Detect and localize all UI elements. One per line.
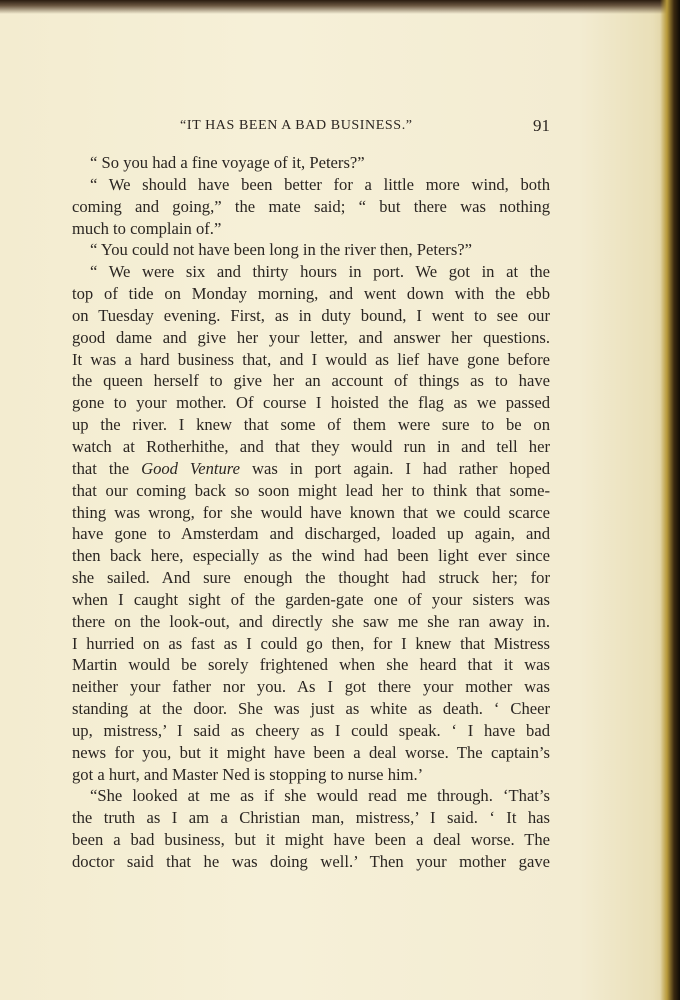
text-line: Martin would be sorely frightened when she heard that it was — [72, 655, 550, 675]
text-line: gone to your mother. Of course I hoisted the flag as we passed — [72, 393, 550, 413]
text-line: “ We were six and thirty hours in port. We got in at the — [90, 262, 550, 282]
text-line: news for you, but it might have been a deal worse. The captain’s — [72, 742, 550, 762]
page-number: 91 — [533, 116, 550, 135]
page-gutter-edge — [660, 0, 680, 1000]
text-line: It was a hard business that, and I would as lief have gone before — [72, 349, 550, 369]
text-line: that our coming back so soon might lead her to think that some- — [72, 480, 550, 500]
body-text — [72, 152, 550, 873]
text-line: got a hurt, and Master Ned is stopping to nurse him.’ — [72, 764, 424, 784]
text-line: coming and going,” the mate said; “ but there was nothing — [72, 196, 550, 216]
page-top-shadow — [0, 0, 680, 14]
text-line: when I caught sight of the garden-gate one of your sisters was — [72, 589, 550, 609]
text-line — [72, 458, 550, 480]
text-segment: was in port again. I had rather hoped — [240, 458, 550, 478]
text-line: “She looked at me as if she would read me through. ‘That’s — [90, 786, 550, 806]
text-line: doctor said that he was doing well.’ Then your mother gave — [72, 852, 550, 871]
text-line: up, mistress,’ I said as cheery as I could speak. ‘ I have bad — [72, 720, 550, 740]
text-line: “ You could not have been long in the river then, Peters?” — [90, 240, 473, 260]
text-line: the queen herself to give her an account of things as to have — [72, 371, 550, 391]
text-line: watch at Rotherhithe, and that they would run in and tell her — [72, 436, 550, 456]
text-line: good dame and give her your letter, and answer her questions. — [72, 327, 550, 347]
ship-name: Good Venture — [141, 458, 241, 478]
text-line: thing was wrong, for she would have known that we could scarce — [72, 502, 550, 522]
text-line: on Tuesday evening. First, as in duty bound, I went to see our — [72, 305, 550, 325]
text-line: up the river. I knew that some of them were sure to be on — [72, 415, 550, 435]
running-title: “IT HAS BEEN A BAD BUSINESS.” — [180, 118, 413, 133]
text-line: “ So you had a fine voyage of it, Peters?” — [90, 153, 365, 172]
text-line: then back here, especially as the wind had been light ever since — [72, 546, 550, 566]
text-line: “ We should have been better for a little more wind, both — [90, 174, 550, 194]
text-line: much to complain of.” — [72, 218, 222, 238]
text-line: I hurried on as fast as I could go then, for I knew that Mistress — [72, 633, 550, 653]
text-line: there on the look-out, and directly she saw me she ran away in. — [72, 611, 550, 631]
text-segment: that the — [72, 458, 142, 478]
text-line: standing at the door. She was just as white as death. ‘ Cheer — [72, 699, 550, 719]
text-line: been a bad business, but it might have been a deal worse. The — [72, 830, 550, 850]
text-line: neither your father nor you. As I got there your mother was — [72, 677, 550, 697]
text-line: top of tide on Monday morning, and went down with the ebb — [72, 284, 550, 304]
text-line: the truth as I am a Christian man, mistress,’ I said. ‘ It has — [72, 808, 550, 828]
text-line: she sailed. And sure enough the thought had struck her; for — [72, 568, 550, 588]
text-line: have gone to Amsterdam and discharged, loaded up again, and — [72, 524, 550, 544]
